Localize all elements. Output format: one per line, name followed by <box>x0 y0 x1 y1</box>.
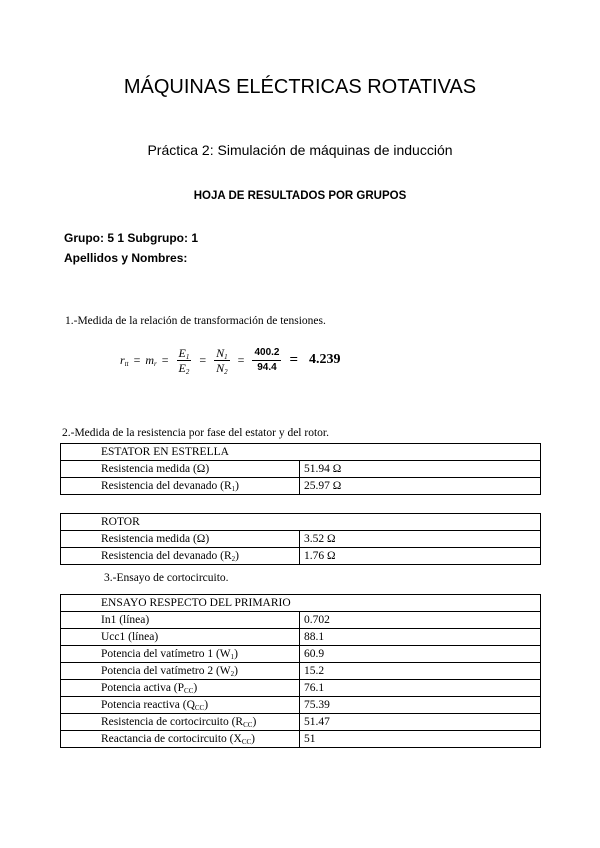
stator-table-header: ESTATOR EN ESTRELLA <box>61 444 541 461</box>
formula-value-fraction: $\frac{400.2}{94.4}$ <box>254 346 280 373</box>
table-header-row <box>61 444 541 461</box>
row-label: Ucc1 (línea) <box>61 629 300 646</box>
row-label: Resistencia de cortocircuito $(R_{CC})$ <box>61 714 300 731</box>
row-label: Potencia activa $(P_{CC})$ <box>61 680 300 697</box>
formula-lhs: $r_{tt}$ <box>120 352 129 368</box>
document-subtitle: Práctica 2: Simulación de máquinas de inducción <box>147 142 453 158</box>
short-circuit-table <box>60 594 541 748</box>
group-line: Grupo: 5 1 Subgrupo: 1 <box>64 231 198 245</box>
row-label: Potencia del vatímetro 1 $(W_1)$ <box>61 646 300 663</box>
row-label: Resistencia medida (Ω) <box>61 531 300 548</box>
row-value: 51 <box>300 731 541 748</box>
table-row <box>61 478 541 495</box>
row-label: Potencia del vatímetro 2 $(W_2)$ <box>61 663 300 680</box>
rotor-table-header: ROTOR <box>61 514 541 531</box>
row-label: Resistencia del devanado $(R_1)$ <box>61 478 300 495</box>
row-label: Resistencia del devanado $(R_2)$ <box>61 548 300 565</box>
table-header-row <box>61 514 541 531</box>
table-row <box>61 680 541 697</box>
table-header-row <box>61 595 541 612</box>
section-1-title: 1.-Medida de la relación de transformación de tensiones. <box>65 315 326 327</box>
row-label: Potencia reactiva $(Q_{CC})$ <box>61 697 300 714</box>
row-value: 75.39 <box>300 697 541 714</box>
row-label: In1 (línea) <box>61 612 300 629</box>
table-row <box>61 731 541 748</box>
table-row <box>61 629 541 646</box>
table-row <box>61 461 541 478</box>
row-value: 0.702 <box>300 612 541 629</box>
table-row <box>61 612 541 629</box>
table-row <box>61 714 541 731</box>
transformation-ratio-formula: $r_{tt}$ = $m_r$ = $\frac{E_1}{E_2}$ = $\frac{N_1}{N_2}$ = $\frac{400.2}{94.4}$ = 4.239 <box>120 345 341 376</box>
table-row <box>61 697 541 714</box>
formula-e-fraction: $\frac{E_1}{E_2}$ <box>178 345 190 376</box>
short-circuit-table-header: ENSAYO RESPECTO DEL PRIMARIO <box>61 595 541 612</box>
formula-n-fraction: $\frac{N_1}{N_2}$ <box>216 345 228 376</box>
row-value: 1.76 Ω <box>300 548 541 565</box>
table-row <box>61 531 541 548</box>
row-value: 51.47 <box>300 714 541 731</box>
table-row <box>61 663 541 680</box>
row-value: 60.9 <box>300 646 541 663</box>
names-line: Apellidos y Nombres: <box>64 251 188 265</box>
row-value: 88.1 <box>300 629 541 646</box>
rotor-table <box>60 513 541 565</box>
row-label: Reactancia de cortocircuito $(X_{CC})$ <box>61 731 300 748</box>
row-value: 3.52 Ω <box>300 531 541 548</box>
table-row <box>61 646 541 663</box>
row-value: 15.2 <box>300 663 541 680</box>
stator-table <box>60 443 541 495</box>
row-value: 76.1 <box>300 680 541 697</box>
section-2-title: 2.-Medida de la resistencia por fase del estator y del rotor. <box>62 427 329 439</box>
row-value: 51.94 Ω <box>300 461 541 478</box>
formula-m: $m_r$ <box>145 352 157 368</box>
table-row <box>61 548 541 565</box>
formula-result: 4.239 <box>309 352 341 367</box>
results-heading: HOJA DE RESULTADOS POR GRUPOS <box>193 190 407 202</box>
row-label: Resistencia medida (Ω) <box>61 461 300 478</box>
document-title: MÁQUINAS ELÉCTRICAS ROTATIVAS <box>123 76 477 98</box>
row-value: 25.97 Ω <box>300 478 541 495</box>
section-3-title: 3.-Ensayo de cortocircuito. <box>104 572 229 584</box>
